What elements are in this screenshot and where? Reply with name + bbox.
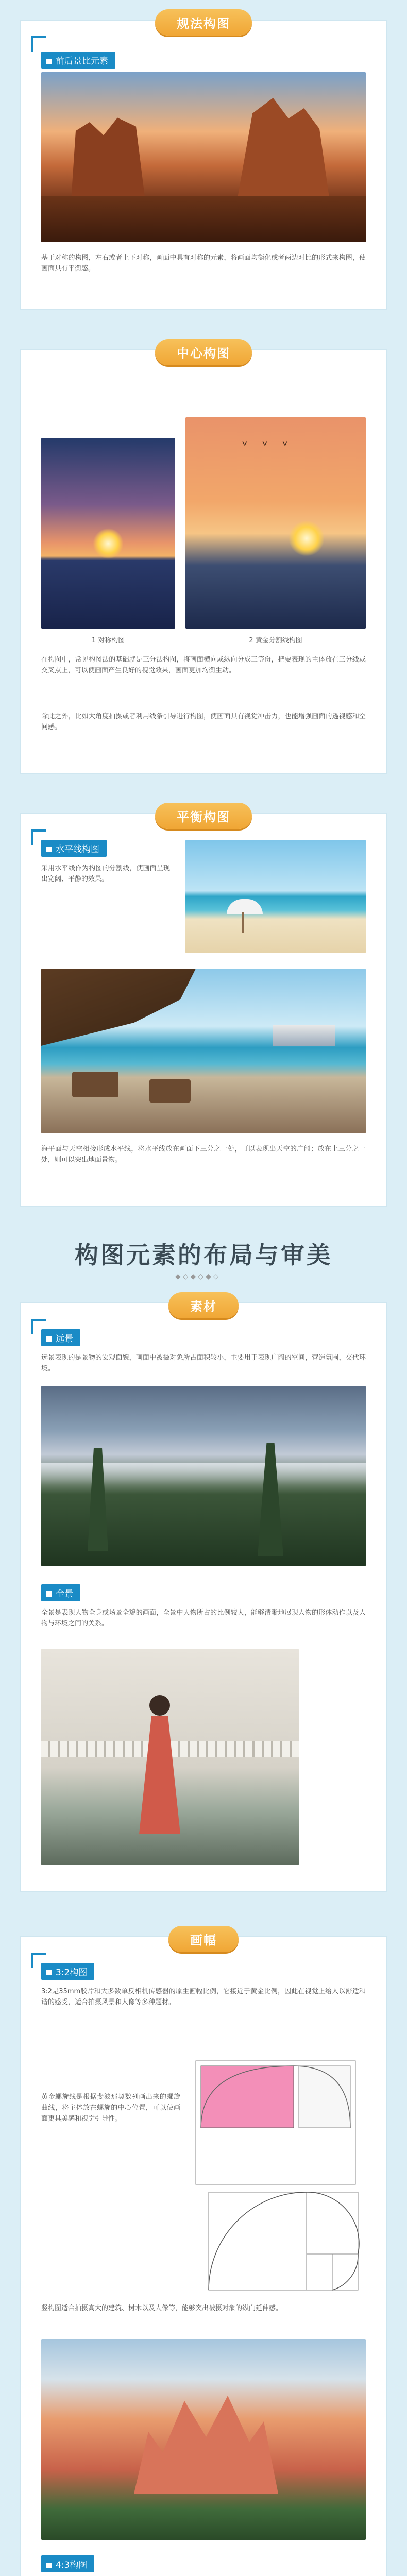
sun-shape [93,528,124,559]
section-badge: 素材 [168,1292,239,1318]
subsection-tag: 远景 [41,1329,80,1346]
body-text: 3:2是35mm胶片和大多数单反相机传感器的原生画幅比例，它接近于黄金比例，因此在视觉上给人以舒适和谐的感受，适合拍摄风景和人像等多种题材。 [41,1988,366,2006]
section-badge: 画幅 [168,1926,239,1952]
golden-spiral-diagram [206,2190,361,2293]
body-text: 除此之外，比如大角度拍摄或者利用线条引导进行构图，使画面具有视觉冲击力，也能增强画面的透视感和空间感。 [41,713,366,731]
sunset-photo-left [41,438,175,629]
composition-diagram [191,2056,361,2190]
subsection-tag: 4:3构图 [41,2555,94,2572]
forest-mountain-photo [41,1386,366,1566]
sunset-photo-right [185,417,366,629]
divider-diamonds: ◆◇◆◇◆◇ [175,1273,221,1281]
caption: 1 对称构图 [91,637,125,645]
body-text: 全景是表现人物全身或场景全貌的画面，全景中人物所占的比例较大，能够清晰地展现人物的形体动作以及人物与环境之间的关系。 [41,1609,366,1628]
corner-decoration [31,36,46,52]
body-text: 在构图中，常见构图法的基础就是三分法构图，将画面横向或纵向分成三等份，把要表现的主体放在三分线或交叉点上，可以使画面产生良好的视觉效果，画面更加均衡生动。 [41,656,366,674]
body-text: 竖构图适合拍摄高大的建筑、树木以及人像等，能够突出被摄对象的纵向延伸感。 [41,2304,283,2312]
section-badge: 规法构图 [155,9,252,36]
subsection-tag: 3:2构图 [41,1963,94,1980]
body-text: 远景表现的是景物的宏观面貌，画面中被摄对象所占面积较小，主要用于表现广阔的空间，营造氛围，交代环境。 [41,1354,366,1372]
birds: ᵛ ᵛ ᵛ [242,438,294,453]
sun-shape [289,520,325,556]
subsection-tag: 前后景比元素 [41,52,115,69]
subsection-tag: 水平线构图 [41,840,107,857]
red-rock-photo [41,2339,366,2540]
canyon-photo [41,72,366,242]
section-card [21,1933,386,2576]
resort-photo [41,969,366,1133]
section-card [21,1299,386,1891]
body-text: 采用水平线作为构图的分割线，使画面呈现出宽阔、平静的效果。 [41,865,170,883]
section-card [21,346,386,773]
chapter-title: 构图元素的布局与审美 [75,1241,332,1269]
subsection-tag: 全景 [41,1584,80,1601]
beach-photo [185,840,366,953]
section-badge: 平衡构图 [155,803,252,829]
body-text: 海平面与天空相接形成水平线，将水平线放在画面下三分之一处，可以表现出天空的广阔；放在上三分之一处，则可以突出地面景物。 [41,1145,366,1164]
body-text: 黄金螺旋线是根据斐波那契数列画出来的螺旋曲线，将主体放在螺旋的中心位置，可以使画面更具美感和视觉引导性。 [41,2093,180,2123]
section-badge: 中心构图 [155,339,252,365]
body-text: 基于对称的构图，左右或者上下对称，画面中具有对称的元素，将画面均衡化或者两边对比的形式来构图，使画面具有平衡感。 [41,254,366,273]
caption: 2 黄金分割线构图 [249,637,302,645]
section-card [21,810,386,1206]
section-card [21,16,386,309]
woman-portrait-photo [41,1649,299,1865]
